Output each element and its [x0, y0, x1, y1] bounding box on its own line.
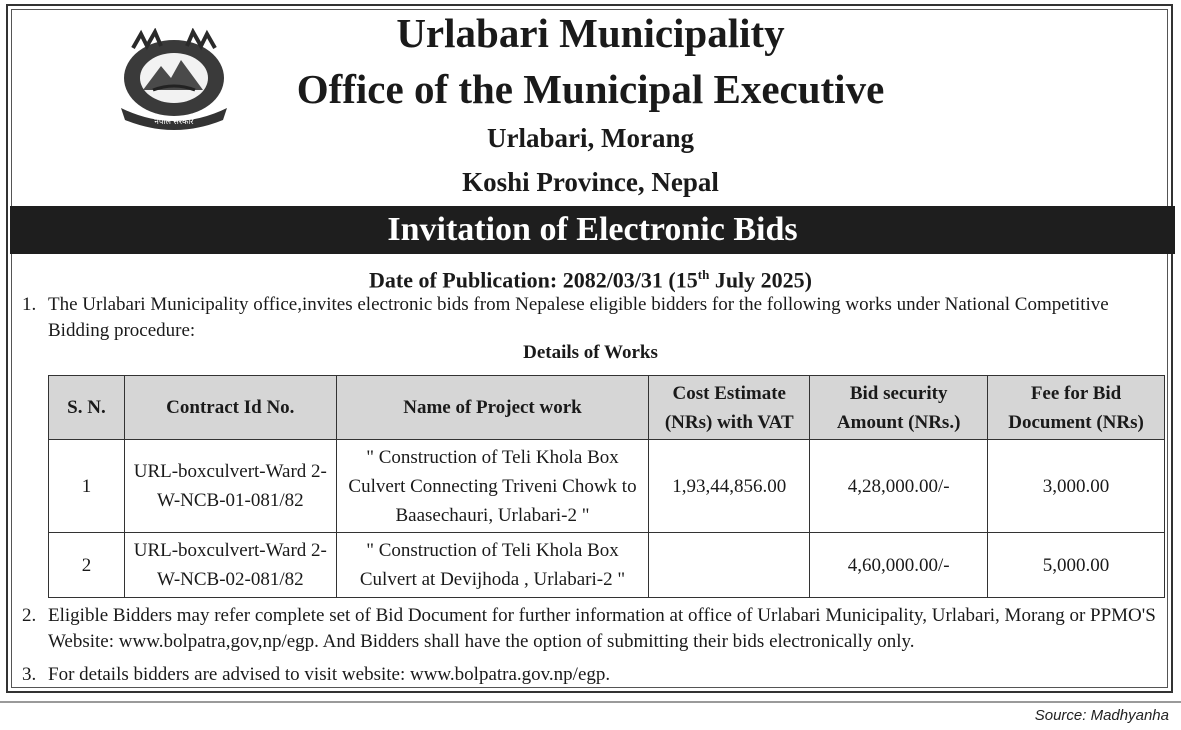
paragraph-number: 2. [22, 605, 37, 626]
cell-fee: 3,000.00 [988, 440, 1165, 533]
cell-cost [649, 533, 810, 598]
cell-project: " Construction of Teli Khola Box Culvert Connecting Triveni Chowk to Baasechauri, Urlabari-2 " [336, 440, 649, 533]
paragraph-3 [22, 662, 1170, 688]
paragraph-number: 3. [22, 664, 37, 685]
paragraph-text: The Urlabari Municipality office,invites electronic bids from Nepalese eligible bidders for the following works under National Competitive Bidding procedure: [48, 294, 1109, 341]
source-credit: Source: Madhyanha [1034, 707, 1169, 724]
publication-date-superscript: th [697, 267, 710, 282]
cell-contract-id: URL-boxculvert-Ward 2-W-NCB-01-081/82 [124, 440, 336, 533]
column-header-bid-security: Bid security Amount (NRs.) [810, 376, 988, 440]
paragraph-text: Eligible Bidders may refer complete set of Bid Document for further information at office of Urlabari Municipality, Urlabari, Morang or PPMO'S Website: www.bolpatra,gov,np/egp. And Bidders shall have the option of submitting their bids electronically only. [48, 605, 1156, 652]
emblem-motto: नेपाल सरकार [154, 117, 194, 126]
works-table [48, 375, 1165, 598]
paragraph-1 [22, 292, 1170, 344]
column-header-cost: Cost Estimate (NRs) with VAT [649, 376, 810, 440]
municipality-title: Urlabari Municipality [396, 10, 785, 56]
publication-date-suffix: July 2025) [709, 267, 812, 293]
column-header-sn: S. N. [49, 376, 125, 440]
publication-date-prefix: Date of Publication: 2082/03/31 (15 [368, 267, 698, 293]
table-row [49, 440, 1165, 533]
cell-fee: 5,000.00 [988, 533, 1165, 598]
publication-date [0, 260, 1181, 295]
column-header-fee: Fee for Bid Document (NRs) [988, 376, 1165, 440]
table-row [49, 533, 1165, 598]
cell-project: " Construction of Teli Khola Box Culvert at Devijhoda , Urlabari-2 " [336, 533, 649, 598]
cell-sn: 2 [49, 533, 125, 598]
table-header-row [49, 376, 1165, 440]
footer-divider [0, 701, 1181, 703]
address-line-2: Koshi Province, Nepal [462, 167, 719, 197]
office-title: Office of the Municipal Executive [296, 66, 885, 112]
column-header-contract-id: Contract Id No. [124, 376, 336, 440]
works-heading: Details of Works [523, 342, 658, 363]
paragraph-2 [22, 603, 1170, 655]
paragraph-number: 1. [22, 294, 37, 315]
paragraph-text: For details bidders are advised to visit website: www.bolpatra.gov.np/egp. [48, 664, 611, 685]
column-header-project: Name of Project work [336, 376, 649, 440]
address-line-1: Urlabari, Morang [487, 123, 694, 153]
bids-banner: Invitation of Electronic Bids [10, 206, 1175, 254]
cell-cost: 1,93,44,856.00 [649, 440, 810, 533]
cell-bid-security: 4,60,000.00/- [810, 533, 988, 598]
cell-contract-id: URL-boxculvert-Ward 2-W-NCB-02-081/82 [124, 533, 336, 598]
cell-bid-security: 4,28,000.00/- [810, 440, 988, 533]
cell-sn: 1 [49, 440, 125, 533]
